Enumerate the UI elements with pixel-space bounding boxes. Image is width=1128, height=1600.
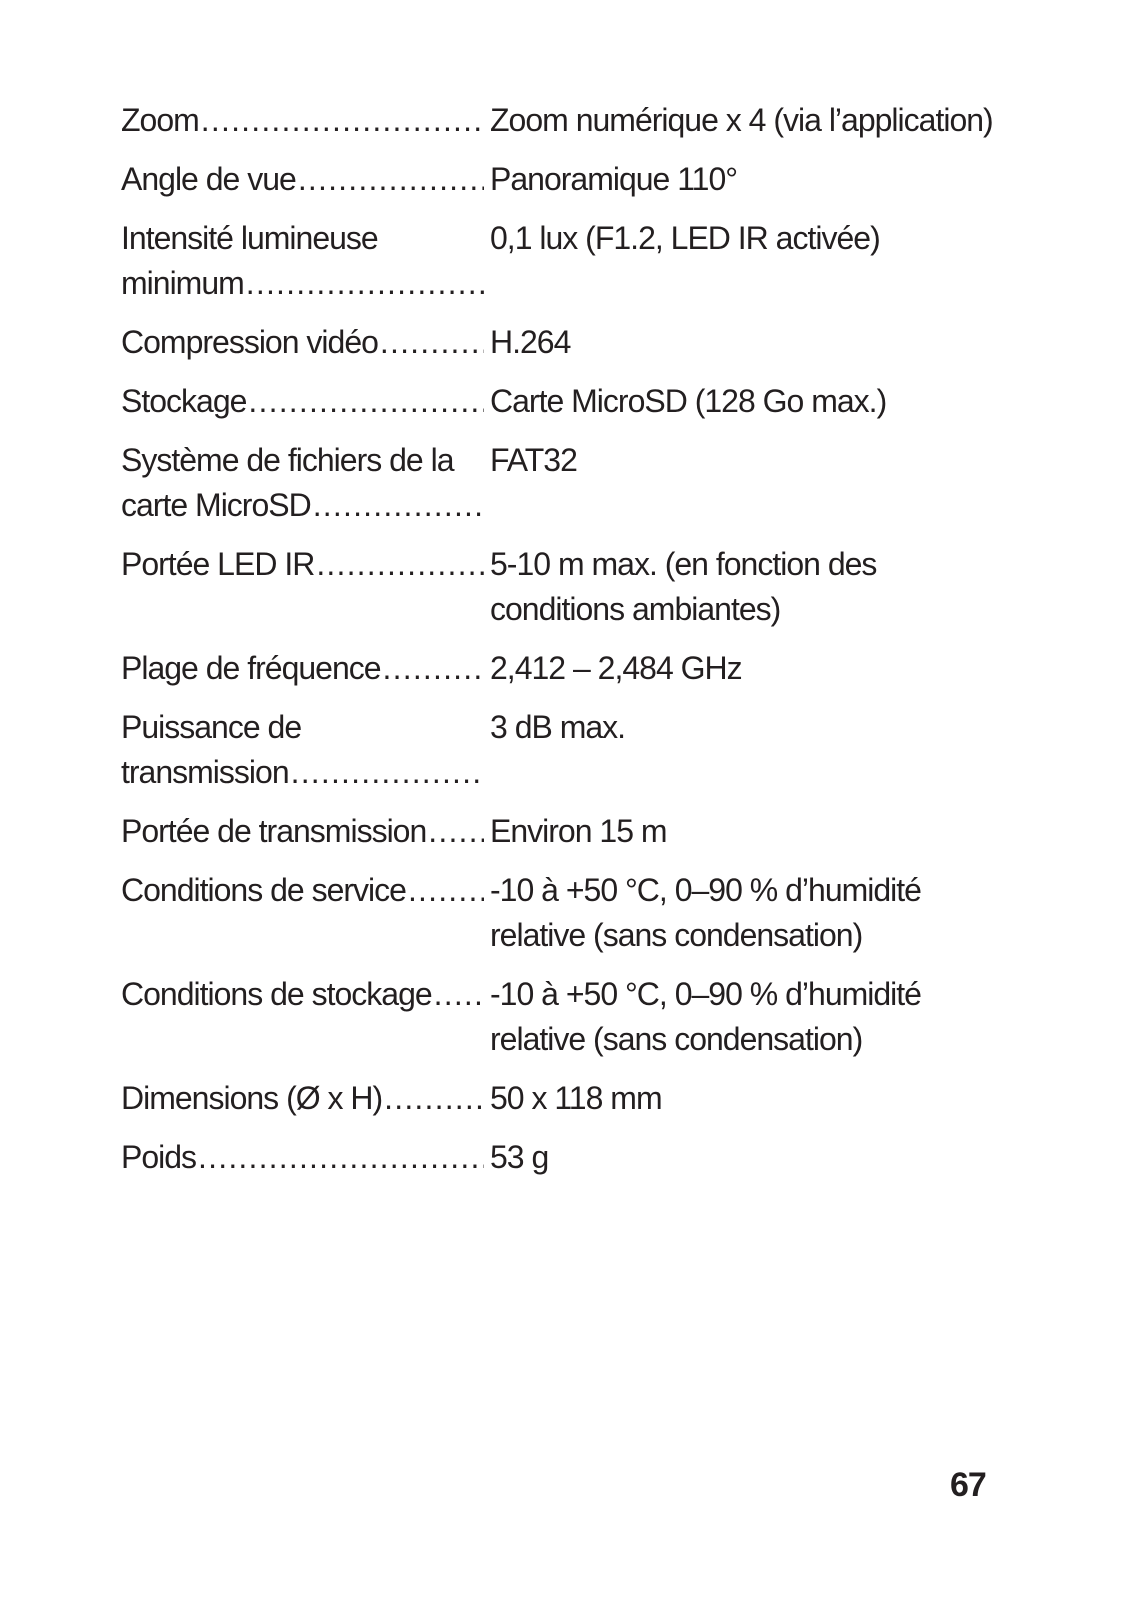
spec-label-text: Conditions de stockage	[121, 976, 432, 1012]
spec-list	[121, 98, 1021, 1194]
dot-leader	[408, 868, 484, 913]
spec-row	[121, 809, 1021, 854]
spec-label-line	[121, 868, 484, 913]
spec-value	[484, 1135, 1021, 1180]
spec-label-text: Plage de fréquence	[121, 650, 381, 686]
spec-label-line	[121, 320, 484, 365]
spec-value	[484, 216, 1021, 261]
spec-value	[484, 972, 1021, 1062]
spec-label	[121, 972, 484, 1017]
spec-row	[121, 216, 1021, 306]
spec-row	[121, 1135, 1021, 1180]
spec-value	[484, 320, 1021, 365]
spec-value-line: H.264	[490, 324, 571, 360]
spec-label-text: Portée LED IR	[121, 546, 315, 582]
dot-leader	[434, 972, 484, 1017]
dot-leader	[248, 379, 484, 424]
spec-label	[121, 1135, 484, 1180]
spec-value-line: 50 x 118 mm	[490, 1080, 662, 1116]
spec-label-text: Stockage	[121, 383, 247, 419]
page-number: 67	[950, 1466, 986, 1504]
spec-value-line: 53 g	[490, 1139, 549, 1175]
spec-value	[484, 646, 1021, 691]
spec-value-line: 2,412 – 2,484 GHz	[490, 650, 742, 686]
spec-label	[121, 868, 484, 913]
spec-value-line: Environ 15 m	[490, 813, 667, 849]
spec-value	[484, 438, 1021, 483]
spec-label-line	[121, 972, 484, 1017]
spec-label-text: Conditions de service	[121, 872, 406, 908]
spec-label-line	[121, 1076, 484, 1121]
spec-label-line	[121, 379, 484, 424]
spec-value-line: 0,1 lux (F1.2, LED IR activée)	[490, 220, 880, 256]
dot-leader	[384, 1076, 484, 1121]
spec-label	[121, 1076, 484, 1121]
spec-row	[121, 379, 1021, 424]
spec-label-line	[121, 98, 484, 143]
spec-label-line	[121, 261, 484, 306]
dot-leader	[313, 483, 484, 528]
spec-row	[121, 1076, 1021, 1121]
spec-label	[121, 157, 484, 202]
dot-leader	[380, 320, 484, 365]
spec-row	[121, 98, 1021, 143]
spec-value	[484, 98, 1021, 143]
spec-label	[121, 320, 484, 365]
spec-label-text: Dimensions (Ø x H)	[121, 1080, 383, 1116]
spec-label-line	[121, 542, 484, 587]
spec-row	[121, 646, 1021, 691]
spec-label	[121, 809, 484, 854]
spec-value-line: relative (sans condensation)	[490, 917, 863, 953]
spec-value	[484, 157, 1021, 202]
dot-leader	[383, 646, 484, 691]
dot-leader	[246, 261, 484, 306]
spec-label	[121, 542, 484, 587]
spec-label	[121, 216, 484, 306]
spec-value	[484, 868, 1021, 958]
dot-leader	[316, 542, 484, 587]
spec-value-line: -10 à +50 °C, 0–90 % d’humidité	[490, 872, 921, 908]
spec-label-line	[121, 1135, 484, 1180]
spec-label-text: Poids	[121, 1139, 197, 1175]
spec-row	[121, 438, 1021, 528]
spec-label	[121, 379, 484, 424]
spec-row	[121, 320, 1021, 365]
spec-value-line: 5-10 m max. (en fonction des	[490, 546, 877, 582]
spec-label-text: Zoom	[121, 102, 199, 138]
spec-value-line: FAT32	[490, 442, 577, 478]
spec-value	[484, 1076, 1021, 1121]
spec-label-text: transmission	[121, 754, 289, 790]
spec-label	[121, 98, 484, 143]
spec-label-text: Portée de transmission	[121, 813, 427, 849]
spec-value-line: relative (sans condensation)	[490, 1021, 863, 1057]
spec-row	[121, 157, 1021, 202]
spec-label-line	[121, 646, 484, 691]
spec-value	[484, 379, 1021, 424]
spec-label-line	[121, 750, 484, 795]
spec-label	[121, 438, 484, 528]
spec-label-text: carte MicroSD	[121, 487, 311, 523]
spec-label-text: Angle de vue	[121, 161, 296, 197]
spec-value	[484, 809, 1021, 854]
spec-value-line: -10 à +50 °C, 0–90 % d’humidité	[490, 976, 921, 1012]
spec-value	[484, 542, 1021, 632]
spec-label	[121, 705, 484, 795]
dot-leader	[428, 809, 484, 854]
spec-value-line: conditions ambiantes)	[490, 591, 781, 627]
spec-value-line: Carte MicroSD (128 Go max.)	[490, 383, 887, 419]
spec-row	[121, 868, 1021, 958]
dot-leader	[198, 1135, 484, 1180]
spec-label-line: Système de fichiers de la	[121, 442, 454, 478]
spec-label-line: Puissance de	[121, 709, 302, 745]
spec-value	[484, 705, 1021, 750]
spec-label-line	[121, 157, 484, 202]
spec-value-line: 3 dB max.	[490, 709, 626, 745]
spec-label-text: Compression vidéo	[121, 324, 378, 360]
spec-value-line: Zoom numérique x 4 (via l’application)	[490, 102, 993, 138]
dot-leader	[298, 157, 484, 202]
spec-label-line	[121, 809, 484, 854]
spec-label-text: minimum	[121, 265, 244, 301]
spec-row	[121, 542, 1021, 632]
spec-row	[121, 705, 1021, 795]
spec-label	[121, 646, 484, 691]
spec-value-line: Panoramique 110°	[490, 161, 738, 197]
spec-label-line: Intensité lumineuse	[121, 220, 378, 256]
dot-leader	[201, 98, 484, 143]
spec-row	[121, 972, 1021, 1062]
spec-label-line	[121, 483, 484, 528]
dot-leader	[291, 750, 484, 795]
